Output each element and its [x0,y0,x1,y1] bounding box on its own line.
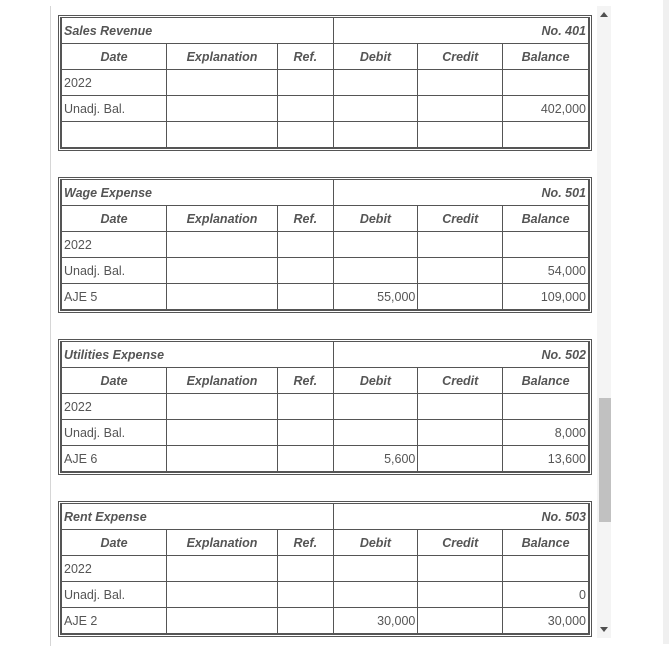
debit-cell[interactable] [333,582,418,608]
debit-cell[interactable] [333,420,418,446]
col-explanation: Explanation [166,530,277,556]
date-cell[interactable]: 2022 [62,556,167,582]
col-debit: Debit [333,206,418,232]
table-row [62,284,589,310]
debit-cell[interactable] [333,556,418,582]
table-row [62,394,589,420]
col-date: Date [62,206,167,232]
credit-cell[interactable] [418,232,503,258]
debit-cell[interactable] [333,70,418,96]
ref-cell[interactable] [278,258,334,284]
debit-cell[interactable] [333,232,418,258]
table-row [62,70,589,96]
ledger-title: Rent Expense [62,504,334,530]
scrollbar-thumb[interactable] [599,398,611,522]
ref-cell[interactable] [278,446,334,472]
col-balance: Balance [503,530,589,556]
date-cell[interactable]: 2022 [62,232,167,258]
balance-cell[interactable] [503,70,589,96]
col-explanation: Explanation [166,44,277,70]
date-cell[interactable]: 2022 [62,70,167,96]
date-cell[interactable]: Unadj. Bal. [62,420,167,446]
col-ref: Ref. [278,44,334,70]
ref-cell[interactable] [278,96,334,122]
ledger-title: Wage Expense [62,180,334,206]
explanation-cell[interactable] [166,556,277,582]
col-date: Date [62,368,167,394]
ledger-sales-revenue [58,15,592,151]
date-cell[interactable] [62,122,167,148]
balance-cell[interactable]: 8,000 [503,420,589,446]
col-balance: Balance [503,206,589,232]
credit-cell[interactable] [418,582,503,608]
ledger-panel [50,6,595,646]
ref-cell[interactable] [278,582,334,608]
ledger-wage-expense [58,177,592,313]
date-cell[interactable]: Unadj. Bal. [62,96,167,122]
ref-cell[interactable] [278,394,334,420]
balance-cell[interactable]: 0 [503,582,589,608]
col-credit: Credit [418,44,503,70]
account-number: No. 502 [333,342,588,368]
ledger-rent-expense [58,501,592,637]
col-ref: Ref. [278,530,334,556]
scroll-down-icon[interactable] [600,627,608,632]
date-cell[interactable]: Unadj. Bal. [62,582,167,608]
debit-cell[interactable] [333,96,418,122]
table-row [62,258,589,284]
account-number: No. 501 [333,180,588,206]
table-row [62,582,589,608]
col-explanation: Explanation [166,206,277,232]
ref-cell[interactable] [278,284,334,310]
col-date: Date [62,44,167,70]
explanation-cell[interactable] [166,420,277,446]
explanation-cell[interactable] [166,70,277,96]
balance-cell[interactable]: 13,600 [503,446,589,472]
table-row [62,608,589,634]
col-debit: Debit [333,368,418,394]
balance-cell[interactable] [503,556,589,582]
debit-cell[interactable] [333,258,418,284]
credit-cell[interactable] [418,394,503,420]
explanation-cell[interactable] [166,608,277,634]
col-credit: Credit [418,206,503,232]
col-balance: Balance [503,368,589,394]
date-cell[interactable]: AJE 5 [62,284,167,310]
debit-cell[interactable] [333,394,418,420]
balance-cell[interactable]: 30,000 [503,608,589,634]
col-credit: Credit [418,530,503,556]
explanation-cell[interactable] [166,284,277,310]
col-explanation: Explanation [166,368,277,394]
vertical-scrollbar[interactable] [597,6,611,638]
balance-cell[interactable]: 402,000 [503,96,589,122]
credit-cell[interactable] [418,420,503,446]
ledger-utilities-expense [58,339,592,475]
debit-cell[interactable]: 5,600 [333,446,418,472]
credit-cell[interactable] [418,284,503,310]
ledger-title: Utilities Expense [62,342,334,368]
credit-cell[interactable] [418,446,503,472]
col-ref: Ref. [278,206,334,232]
credit-cell[interactable] [418,96,503,122]
table-row [62,446,589,472]
balance-cell[interactable] [503,394,589,420]
balance-cell[interactable]: 109,000 [503,284,589,310]
debit-cell[interactable] [333,122,418,148]
ref-cell[interactable] [278,122,334,148]
col-ref: Ref. [278,368,334,394]
table-row [62,122,589,148]
balance-cell[interactable] [503,122,589,148]
account-number: No. 401 [333,18,588,44]
credit-cell[interactable] [418,258,503,284]
explanation-cell[interactable] [166,582,277,608]
explanation-cell[interactable] [166,394,277,420]
debit-cell[interactable]: 55,000 [333,284,418,310]
ref-cell[interactable] [278,70,334,96]
explanation-cell[interactable] [166,122,277,148]
scroll-up-icon[interactable] [600,12,608,17]
credit-cell[interactable] [418,556,503,582]
date-cell[interactable]: 2022 [62,394,167,420]
explanation-cell[interactable] [166,446,277,472]
col-date: Date [62,530,167,556]
ref-cell[interactable] [278,556,334,582]
col-debit: Debit [333,44,418,70]
balance-cell[interactable] [503,232,589,258]
credit-cell[interactable] [418,608,503,634]
col-credit: Credit [418,368,503,394]
table-row [62,420,589,446]
explanation-cell[interactable] [166,96,277,122]
ref-cell[interactable] [278,420,334,446]
account-number: No. 503 [333,504,588,530]
explanation-cell[interactable] [166,232,277,258]
ledger-title: Sales Revenue [62,18,334,44]
ref-cell[interactable] [278,608,334,634]
table-row [62,556,589,582]
balance-cell[interactable]: 54,000 [503,258,589,284]
table-row [62,96,589,122]
window-edge [663,0,669,644]
date-cell[interactable]: AJE 6 [62,446,167,472]
debit-cell[interactable]: 30,000 [333,608,418,634]
col-debit: Debit [333,530,418,556]
credit-cell[interactable] [418,70,503,96]
col-balance: Balance [503,44,589,70]
table-row [62,232,589,258]
date-cell[interactable]: AJE 2 [62,608,167,634]
credit-cell[interactable] [418,122,503,148]
date-cell[interactable]: Unadj. Bal. [62,258,167,284]
ref-cell[interactable] [278,232,334,258]
explanation-cell[interactable] [166,258,277,284]
